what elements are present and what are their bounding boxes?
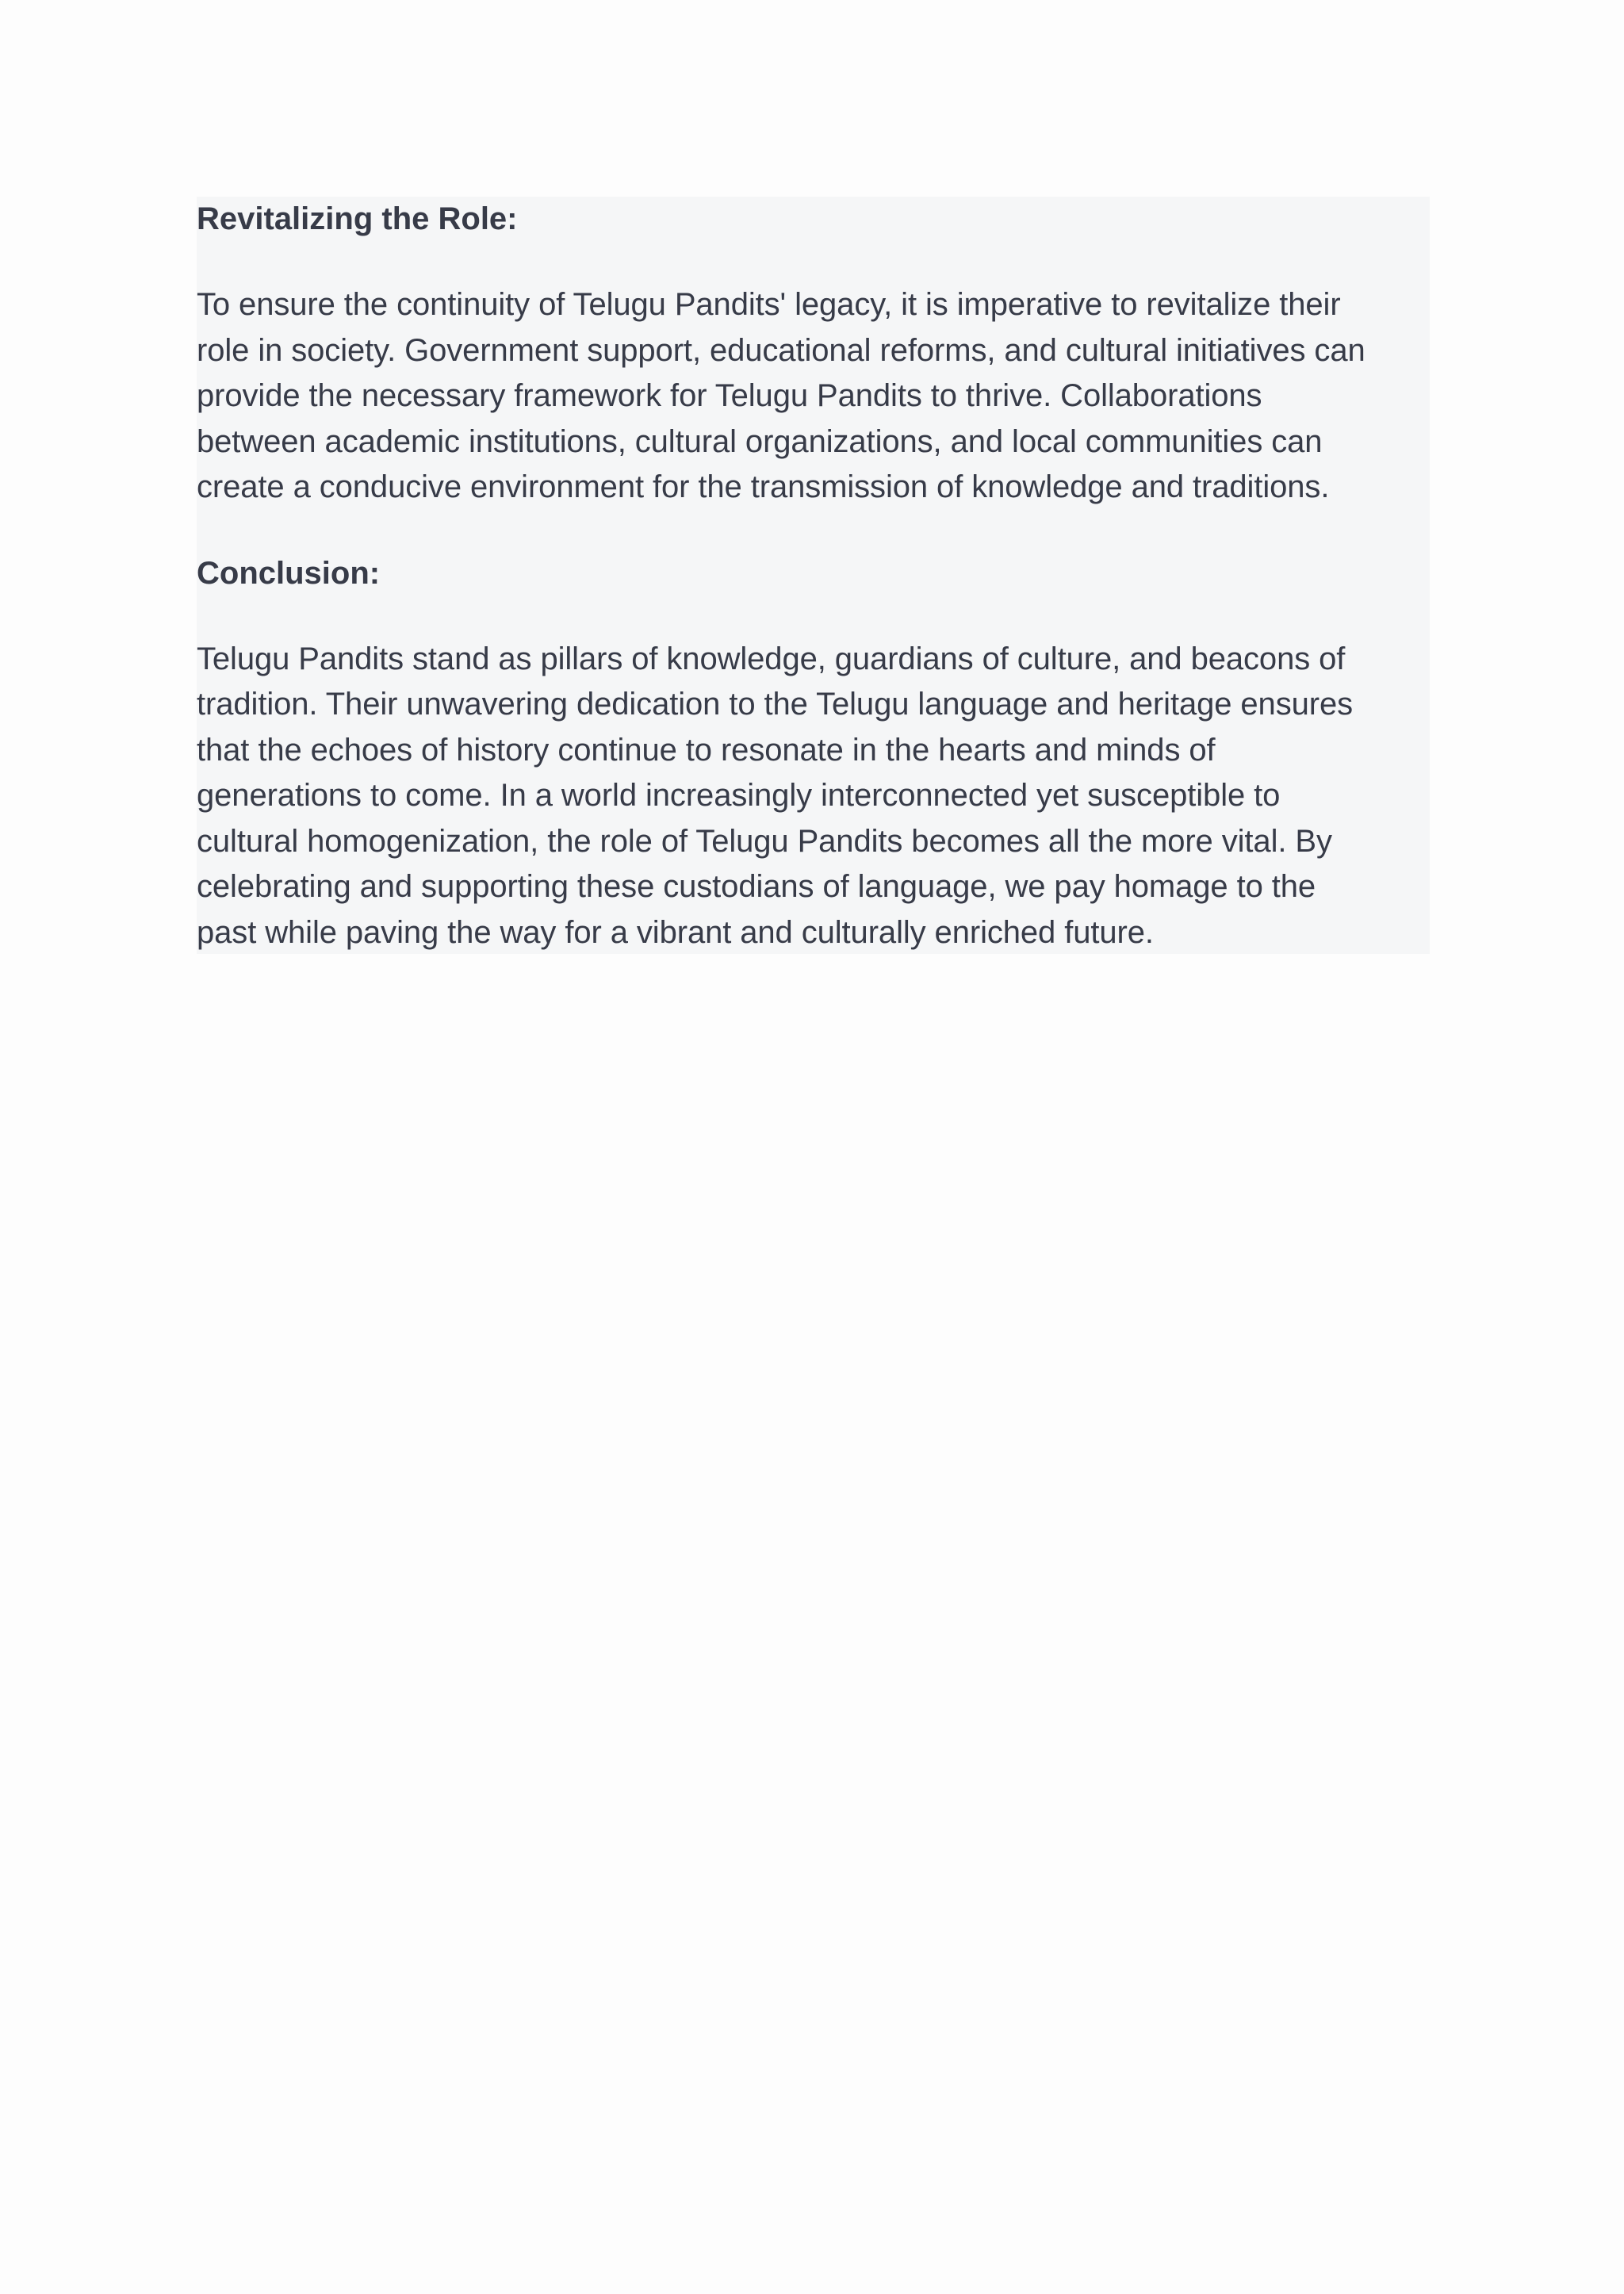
section-heading-revitalizing: Revitalizing the Role: — [197, 201, 518, 236]
paragraph-line: Telugu Pandits stand as pillars of knowledge, guardians of culture, and beacons of — [197, 641, 1346, 676]
paragraph-line: provide the necessary framework for Telugu Pandits to thrive. Collaborations — [197, 378, 1262, 413]
paragraph-line: To ensure the continuity of Telugu Pandits' legacy, it is imperative to revitalize their — [197, 287, 1341, 322]
paragraph-line: role in society. Government support, educational reforms, and cultural initiatives can — [197, 332, 1365, 368]
paragraph-conclusion — [197, 637, 1430, 956]
spacer — [197, 242, 1430, 282]
spacer — [197, 596, 1430, 637]
spacer — [197, 511, 1430, 551]
content-block — [197, 197, 1430, 954]
paragraph-line: past while paving the way for a vibrant and culturally enriched future. — [197, 914, 1154, 950]
paragraph-line: that the echoes of history continue to resonate in the hearts and minds of — [197, 732, 1216, 768]
paragraph-line: create a conducive environment for the transmission of knowledge and traditions. — [197, 469, 1330, 504]
paragraph-line: generations to come. In a world increasingly interconnected yet susceptible to — [197, 778, 1281, 813]
paragraph-line: between academic institutions, cultural organizations, and local communities can — [197, 423, 1323, 459]
paragraph-revitalizing — [197, 282, 1430, 511]
paragraph-line: celebrating and supporting these custodians of language, we pay homage to the — [197, 869, 1316, 904]
paragraph-line: tradition. Their unwavering dedication to the Telugu language and heritage ensures — [197, 687, 1354, 722]
section-heading-conclusion: Conclusion: — [197, 555, 381, 591]
paragraph-line: cultural homogenization, the role of Telugu Pandits becomes all the more vital. By — [197, 823, 1332, 859]
